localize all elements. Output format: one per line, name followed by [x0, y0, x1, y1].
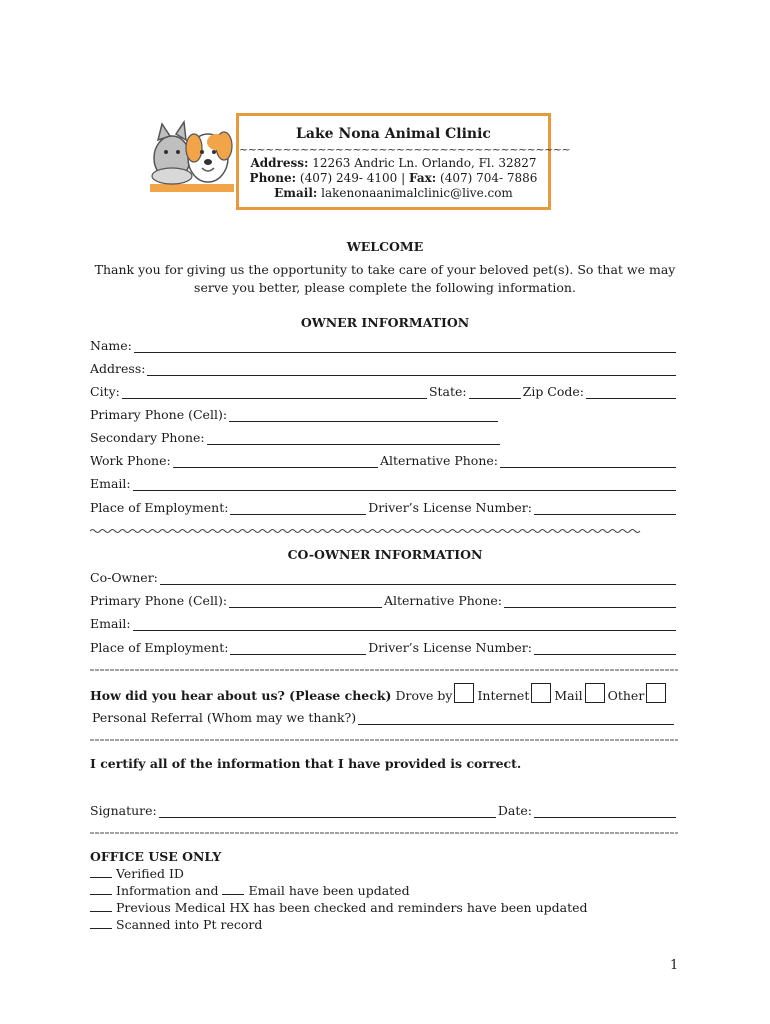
office-info-check[interactable]	[90, 882, 112, 895]
coowner-name-label: Co-Owner:	[90, 570, 158, 585]
coowner-alt-phone-label: Alternative Phone:	[383, 593, 502, 608]
coowner-name-field[interactable]	[160, 572, 676, 585]
owner-name-row	[90, 337, 678, 353]
office-medical-row: Previous Medical HX has been checked and reminders have been updated	[90, 899, 588, 916]
clinic-address: Address: 12263 Andric Ln. Orlando, Fl. 32827	[250, 156, 537, 170]
coowner-phone-row	[90, 592, 678, 608]
referral-internet-checkbox[interactable]	[531, 683, 551, 703]
section-separator	[90, 527, 678, 535]
owner-state-label: State:	[428, 384, 467, 399]
referral-drove-label: Drove by	[395, 688, 453, 703]
owner-email-field[interactable]	[133, 478, 676, 491]
owner-secondary-phone-row	[90, 429, 502, 445]
welcome-title: WELCOME	[346, 239, 424, 254]
clinic-phone: Phone: (407) 249- 4100 | Fax: (407) 704- 7886	[249, 171, 538, 185]
signature-field[interactable]	[159, 805, 496, 818]
clinic-logo	[150, 118, 234, 196]
welcome-intro: Thank you for giving us the opportunity to take care of your beloved pet(s). So that we may serve you better, please complete the following information.	[94, 262, 676, 295]
coowner-employment-row	[90, 639, 678, 655]
owner-primary-phone-label: Primary Phone (Cell):	[90, 407, 228, 422]
owner-city-label: City:	[90, 384, 120, 399]
coowner-email-row	[90, 615, 678, 631]
owner-employment-field[interactable]	[230, 502, 366, 515]
owner-name-label: Name:	[90, 338, 132, 353]
owner-email-row	[90, 475, 678, 491]
owner-email-label: Email:	[90, 476, 131, 491]
coowner-license-label: Driver’s License Number:	[368, 640, 532, 655]
owner-secondary-phone-label: Secondary Phone:	[90, 430, 205, 445]
coowner-email-label: Email:	[90, 616, 131, 631]
owner-state-field[interactable]	[469, 386, 521, 399]
owner-city-row	[90, 383, 678, 399]
personal-referral-label: Personal Referral (Whom may we thank?)	[92, 710, 357, 725]
referral-drove-checkbox[interactable]	[454, 683, 474, 703]
referral-internet-label: Internet	[477, 688, 530, 703]
owner-zip-label: Zip Code:	[522, 384, 584, 399]
owner-primary-phone-row	[90, 406, 500, 422]
coowner-employment-field[interactable]	[230, 642, 366, 655]
referral-other-checkbox[interactable]	[646, 683, 666, 703]
referral-mail-label: Mail	[554, 688, 583, 703]
signature-row	[90, 802, 678, 818]
owner-section-title: OWNER INFORMATION	[300, 315, 470, 330]
owner-name-field[interactable]	[134, 340, 676, 353]
office-medical-check[interactable]	[90, 899, 112, 912]
referral-mail-checkbox[interactable]	[585, 683, 605, 703]
referral-question: How did you hear about us? (Please check)	[90, 688, 392, 703]
owner-license-label: Driver’s License Number:	[368, 500, 532, 515]
office-verified-row: Verified ID	[90, 865, 588, 882]
section-separator	[90, 829, 678, 837]
office-scanned-row: Scanned into Pt record	[90, 916, 588, 933]
cat-dog-logo-icon	[150, 118, 234, 196]
referral-row	[90, 681, 678, 703]
coowner-email-field[interactable]	[133, 618, 676, 631]
coowner-name-row	[90, 569, 678, 585]
owner-zip-field[interactable]	[586, 386, 676, 399]
owner-alt-phone-label: Alternative Phone:	[379, 453, 498, 468]
owner-secondary-phone-field[interactable]	[207, 432, 500, 445]
coowner-primary-phone-label: Primary Phone (Cell):	[90, 593, 228, 608]
owner-work-phone-row	[90, 452, 678, 468]
owner-work-phone-field[interactable]	[173, 455, 378, 468]
owner-work-phone-label: Work Phone:	[90, 453, 171, 468]
owner-license-field[interactable]	[534, 502, 676, 515]
owner-city-field[interactable]	[122, 386, 427, 399]
owner-address-field[interactable]	[147, 363, 676, 376]
signature-label: Signature:	[90, 803, 157, 818]
office-use-section	[90, 849, 588, 933]
section-separator	[90, 666, 678, 674]
coowner-employment-label: Place of Employment:	[90, 640, 229, 655]
office-scanned-check[interactable]	[90, 916, 112, 929]
owner-address-label: Address:	[90, 361, 146, 376]
office-verified-check[interactable]	[90, 865, 112, 878]
coowner-license-field[interactable]	[534, 642, 676, 655]
owner-address-row	[90, 360, 678, 376]
coowner-primary-phone-field[interactable]	[229, 595, 382, 608]
office-email-check[interactable]	[222, 882, 244, 895]
personal-referral-row	[92, 709, 676, 725]
header-divider: ~~~~~~~~~~~~~~~~~~~~~~~~~~~~~~~~~~~~~~	[239, 143, 571, 156]
owner-alt-phone-field[interactable]	[500, 455, 676, 468]
clinic-header-box	[236, 113, 571, 210]
owner-primary-phone-field[interactable]	[229, 409, 498, 422]
referral-other-label: Other	[607, 688, 645, 703]
office-use-title: OFFICE USE ONLY	[90, 849, 222, 864]
certify-statement: I certify all of the information that I have provided is correct.	[90, 756, 522, 771]
office-info-row: Information and Email have been updated	[90, 882, 588, 899]
date-field[interactable]	[534, 805, 676, 818]
date-label: Date:	[497, 803, 532, 818]
personal-referral-field[interactable]	[358, 712, 674, 725]
clinic-email: Email: lakenonaanimalclinic@live.com	[274, 186, 513, 200]
section-separator	[90, 736, 678, 744]
coowner-section-title: CO-OWNER INFORMATION	[287, 547, 483, 562]
owner-employment-label: Place of Employment:	[90, 500, 229, 515]
coowner-alt-phone-field[interactable]	[504, 595, 676, 608]
clinic-name: Lake Nona Animal Clinic	[296, 126, 491, 142]
owner-employment-row	[90, 499, 678, 515]
page-number: 1	[670, 958, 679, 973]
